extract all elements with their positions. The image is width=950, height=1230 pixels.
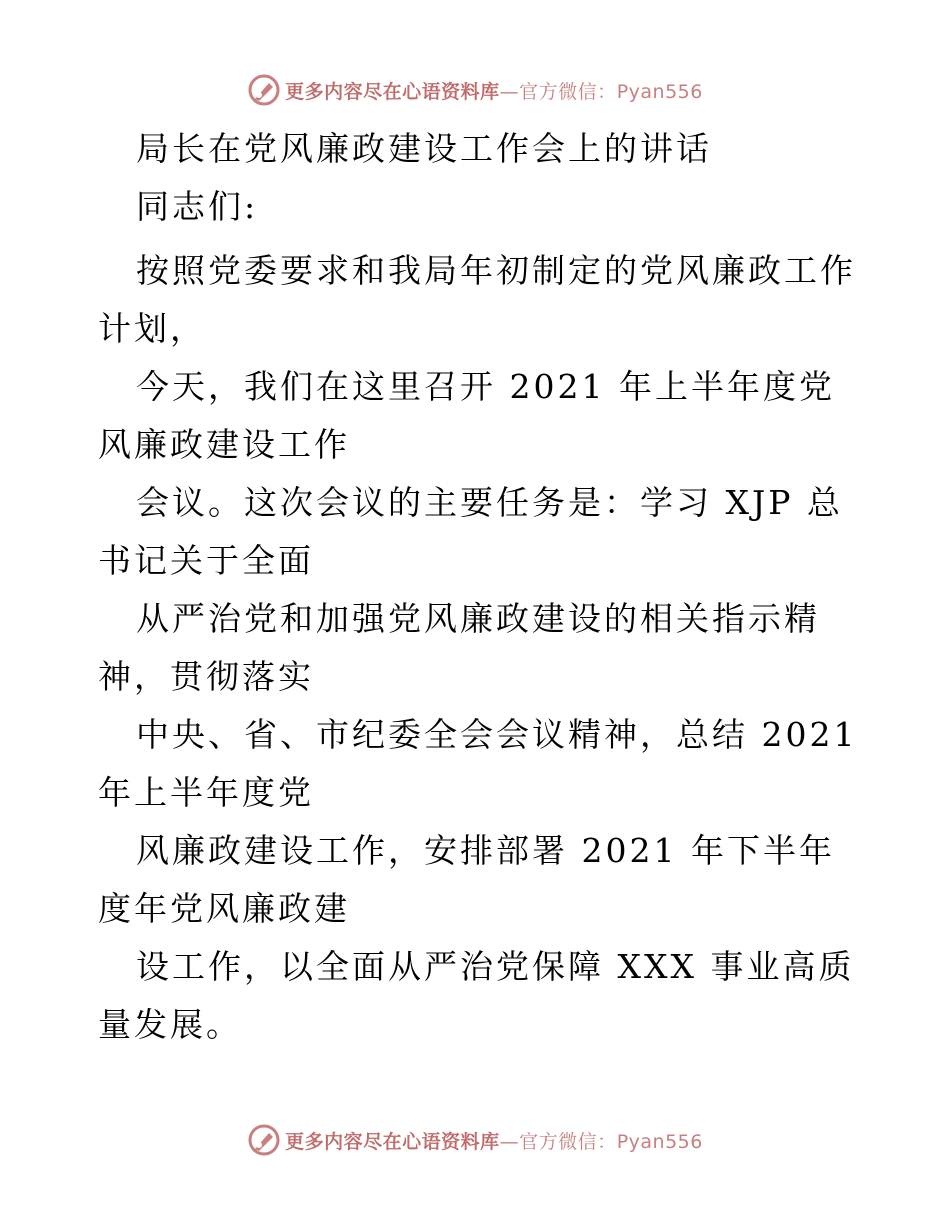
pen-logo-icon xyxy=(247,1123,281,1157)
paragraph-7: 设工作，以全面从严治党保障 XXX 事业高质量发展。 xyxy=(98,947,855,1044)
watermark-text: 更多内容尽在心语资料库—官方微信：Pyan556 xyxy=(285,1130,703,1153)
watermark-banner-bottom xyxy=(0,1122,950,1158)
paragraph-3: 会议。这次会议的主要任务是：学习 XJP 总书记关于全面 xyxy=(98,483,843,580)
paragraph-5: 中央、省、市纪委全会会议精神，总结 2021 年上半年度党 xyxy=(98,715,858,812)
paragraph-4: 从严治党和加强党风廉政建设的相关指示精神，贯彻落实 xyxy=(98,599,820,696)
document-body xyxy=(98,120,858,1054)
paragraph-2: 今天，我们在这里召开 2021 年上半年度党风廉政建设工作 xyxy=(98,367,835,464)
pen-logo-icon xyxy=(247,73,281,107)
paragraph-6: 风廉政建设工作，安排部署 2021 年下半年度年党风廉政建 xyxy=(98,831,835,928)
watermark-banner-top xyxy=(0,72,950,108)
salutation: 同志们: xyxy=(136,187,259,226)
paragraph-1: 按照党委要求和我局年初制定的党风廉政工作计划， xyxy=(98,251,856,348)
watermark-text: 更多内容尽在心语资料库—官方微信：Pyan556 xyxy=(285,80,703,103)
document-title: 局长在党风廉政建设工作会上的讲话 xyxy=(136,129,712,168)
